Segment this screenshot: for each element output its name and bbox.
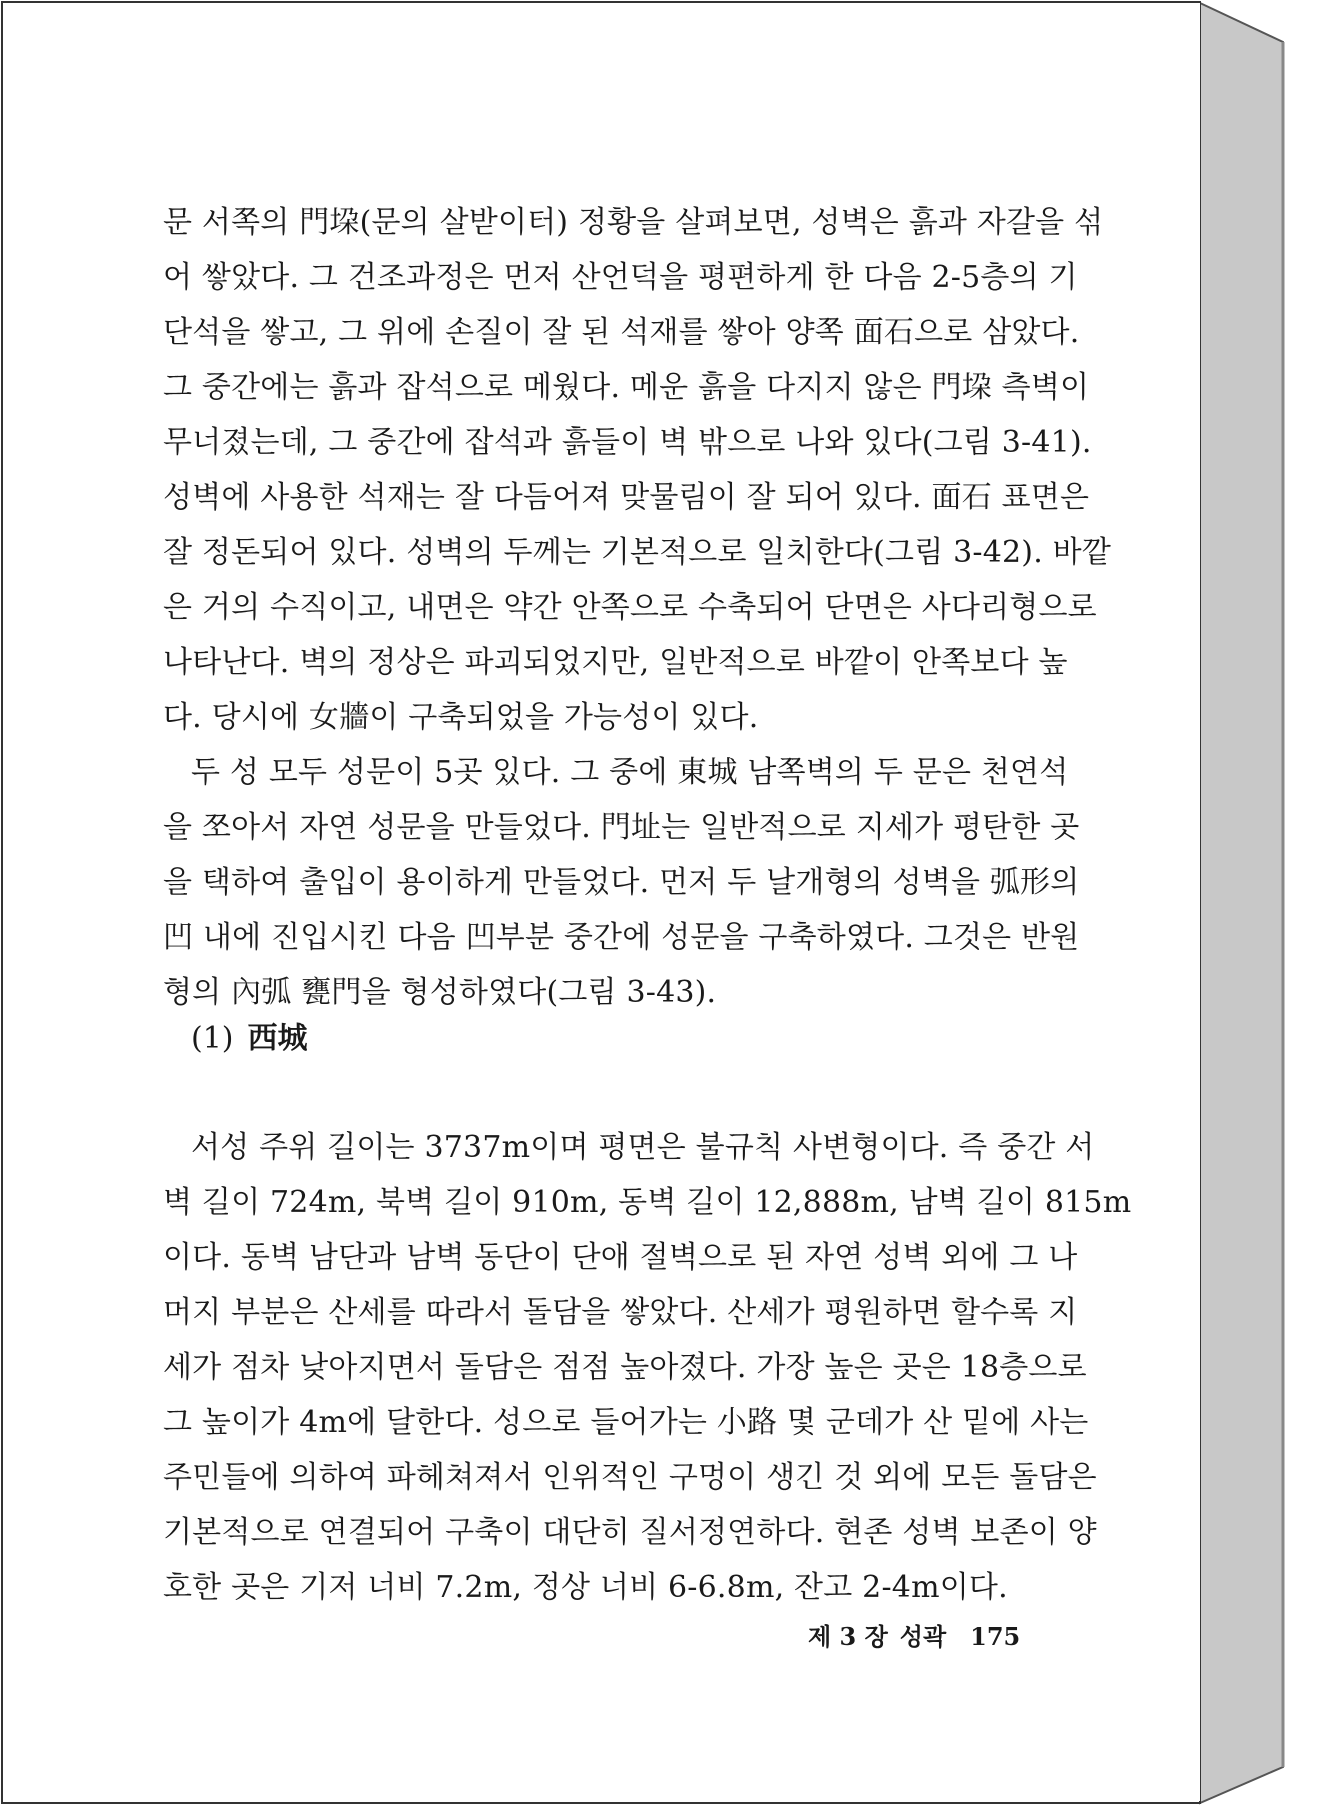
text-line: 다. 당시에 女牆이 구축되었을 가능성이 있다. [163, 700, 759, 735]
page-number: 175 [970, 1622, 1021, 1651]
text-line: 나타난다. 벽의 정상은 파괴되었지만, 일반적으로 바깥이 안쪽보다 높 [163, 645, 1068, 680]
text-line: 기본적으로 연결되어 구축이 대단히 질서정연하다. 현존 성벽 보존이 양 [163, 1515, 1097, 1550]
text-line: 서성 주위 길이는 3737m이며 평면은 불규칙 사변형이다. 즉 중간 서 [191, 1130, 1095, 1165]
text-line: 은 거의 수직이고, 내면은 약간 안쪽으로 수축되어 단면은 사다리형으로 [163, 590, 1097, 625]
text-line: 무너졌는데, 그 중간에 잡석과 흙들이 벽 밖으로 나와 있다(그림 3-41). [163, 425, 1092, 460]
text-line: 이다. 동벽 남단과 남벽 동단이 단애 절벽으로 된 자연 성벽 외에 그 나 [163, 1240, 1078, 1275]
text-line: 두 성 모두 성문이 5곳 있다. 그 중에 東城 남쪽벽의 두 문은 천연석 [191, 755, 1069, 790]
text-line: 그 높이가 4m에 달한다. 성으로 들어가는 小路 몇 군데가 산 밑에 사는 [163, 1405, 1089, 1440]
page-footer [808, 1620, 1033, 1654]
text-line: 을 쪼아서 자연 성문을 만들었다. 門址는 일반적으로 지세가 평탄한 곳 [163, 810, 1080, 845]
text-line: 잘 정돈되어 있다. 성벽의 두께는 기본적으로 일치한다(그림 3-42). 바깥 [163, 535, 1112, 570]
text-line: 세가 점차 낮아지면서 돌담은 점점 높아졌다. 가장 높은 곳은 18층으로 [163, 1350, 1087, 1385]
section-heading [191, 1019, 308, 1059]
text-line: 벽 길이 724m, 북벽 길이 910m, 동벽 길이 12,888m, 남벽 길이 815m [163, 1185, 1132, 1220]
text-line: 머지 부분은 산세를 따라서 돌담을 쌓았다. 산세가 평원하면 할수록 지 [163, 1295, 1078, 1330]
text-line: 凹 내에 진입시킨 다음 凹부분 중간에 성문을 구축하였다. 그것은 반원 [163, 920, 1080, 955]
page [3, 3, 1200, 1801]
section-number: (1) [191, 1021, 234, 1056]
text-line: 문 서쪽의 門垜(문의 살받이터) 정황을 살펴보면, 성벽은 흙과 자갈을 섞 [163, 205, 1104, 240]
text-line: 형의 內弧 甕門을 형성하였다(그림 3-43). [163, 975, 717, 1010]
text-line: 단석을 쌓고, 그 위에 손질이 잘 된 석재를 쌓아 양쪽 面石으로 삼았다. [163, 315, 1080, 350]
text-line: 그 중간에는 흙과 잡석으로 메웠다. 메운 흙을 다지지 않은 門垜 측벽이 [163, 370, 1090, 405]
text-line: 성벽에 사용한 석재는 잘 다듬어져 맞물림이 잘 되어 있다. 面石 표면은 [163, 480, 1090, 515]
text-line: 주민들에 의하여 파헤쳐져서 인위적인 구멍이 생긴 것 외에 모든 돌담은 [163, 1460, 1097, 1495]
footer-chapter: 제 3 장 [808, 1622, 888, 1651]
text-line: 어 쌓았다. 그 건조과정은 먼저 산언덕을 평편하게 한 다음 2-5층의 기 [163, 260, 1078, 295]
footer-section: 성곽 [899, 1622, 947, 1651]
text-line: 을 택하여 출입이 용이하게 만들었다. 먼저 두 날개형의 성벽을 弧形의 [163, 865, 1080, 900]
section-title: 西城 [247, 1021, 308, 1056]
text-line: 호한 곳은 기저 너비 7.2m, 정상 너비 6-6.8m, 잔고 2-4m이다. [163, 1570, 1008, 1605]
